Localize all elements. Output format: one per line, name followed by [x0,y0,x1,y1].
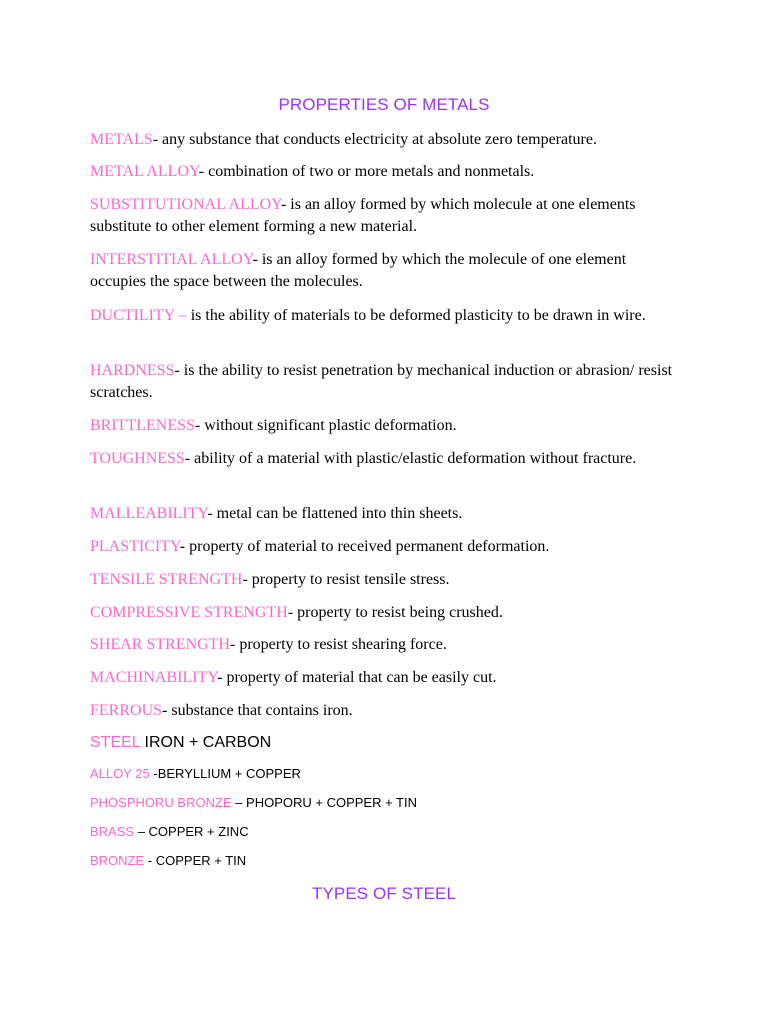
definition-text: - combination of two or more metals and nonmetals. [198,163,535,180]
definition-shear-strength [90,634,675,656]
definition-term: DUCTILITY – [90,307,191,324]
definition-term: METALS [90,131,153,148]
formula-text: - COPPER + TIN [144,853,247,868]
definition-text: - metal can be flattened into thin sheets. [207,505,463,522]
definition-text: - property of material to received permanent deformation. [179,538,550,555]
definition-ductility [90,305,675,327]
definition-text: - substance that contains iron. [162,702,353,719]
definition-term: SUBSTITUTIONAL ALLOY [90,196,281,213]
definition-term: FERROUS [90,702,163,719]
definition-term: HARDNESS [90,362,175,379]
definition-term: COMPRESSIVE STRENGTH [90,604,288,621]
definition-term: PLASTICITY [90,538,180,555]
formula-term: ALLOY 25 [90,766,150,781]
formula-text: – PHOPORU + COPPER + TIN [231,795,417,810]
definition-term: MACHINABILITY [90,669,218,686]
definition-interstitial-alloy [90,249,675,293]
formula-text: IRON + CARBON [140,734,272,751]
definition-brittleness [90,415,675,437]
definition-text: - ability of a material with plastic/elastic deformation without fracture. [184,450,637,467]
formula-term: BRASS [90,824,135,839]
definition-term: SHEAR STRENGTH [90,636,231,653]
formula-term: PHOSPHORU BRONZE [90,795,232,810]
definition-text: - any substance that conducts electricity at absolute zero temperature. [152,131,597,148]
definition-text: - is an alloy formed by which molecule at one elements substitute to other element forming a new material. [90,196,636,235]
definition-term: BRITTLENESS [90,417,195,434]
formula-text: -BERYLLIUM + COPPER [149,766,301,781]
definition-text: - property of material that can be easily cut. [217,669,497,686]
page-title: PROPERTIES OF METALS [278,95,490,114]
definition-metal-alloy [90,161,675,183]
formula-phosphoru-bronze [90,794,417,812]
definition-text: - property to resist shearing force. [230,636,447,653]
definition-text: - without significant plastic deformation. [194,417,457,434]
formula-term: BRONZE [90,853,145,868]
definition-term: TENSILE STRENGTH [90,571,243,588]
formula-bronze [90,852,246,870]
definition-term: TOUGHNESS [90,450,185,467]
formula-steel [90,733,271,753]
definition-compressive-strength [90,602,675,624]
definition-text: - property to resist tensile stress. [242,571,450,588]
definition-text: - is the ability to resist penetration by mechanical induction or abrasion/ resist scratches. [90,362,673,401]
definition-toughness [90,448,675,470]
formula-alloy-25 [90,765,301,783]
definition-machinability [90,667,675,689]
definition-metals [90,129,675,151]
formula-brass [90,823,249,841]
definition-hardness [90,360,675,404]
definition-text: is the ability of materials to be deformed plasticity to be drawn in wire. [190,307,646,324]
definition-substitutional-alloy [90,194,675,238]
definition-tensile-strength [90,569,675,591]
definition-term: MALLEABILITY [90,505,208,522]
definition-text: - is an alloy formed by which the molecule of one element occupies the space between the molecules. [90,251,627,290]
definition-term: INTERSTITIAL ALLOY [90,251,253,268]
formula-text: – COPPER + ZINC [134,824,249,839]
definition-plasticity [90,536,675,558]
formula-term: STEEL [90,734,141,751]
definition-ferrous [90,700,675,722]
section-title-types-of-steel: TYPES OF STEEL [311,884,457,903]
definition-malleability [90,503,675,525]
definition-term: METAL ALLOY [90,163,199,180]
definition-text: - property to resist being crushed. [287,604,503,621]
